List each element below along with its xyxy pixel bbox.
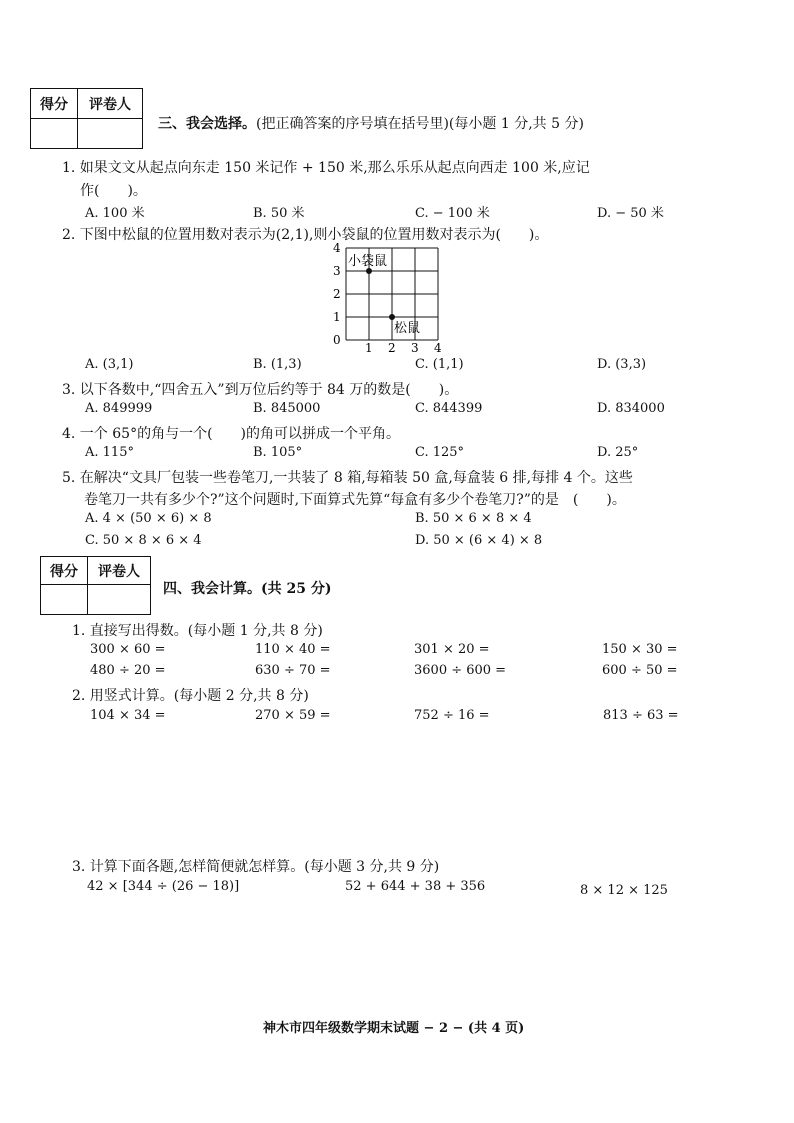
p1-title: 1. 直接写出得数。(每小题 1 分,共 8 分) — [72, 623, 323, 639]
q2-line1: 2. 下图中松鼠的位置用数对表示为(2,1),则小袋鼠的位置用数对表示为( )。 — [62, 227, 549, 243]
x-tick-label: 1 — [365, 341, 373, 355]
score-cell[interactable] — [31, 119, 78, 149]
x-tick-label: 3 — [411, 341, 419, 355]
q3-option-c[interactable]: C. 844399 — [415, 401, 483, 416]
score-box-1 — [30, 88, 143, 149]
p1-r2-c3: 3600 ÷ 600 = — [414, 663, 507, 678]
q2-option-a[interactable]: A. (3,1) — [85, 357, 134, 372]
q5-option-a[interactable]: A. 4 × (50 × 6) × 8 — [85, 511, 212, 526]
score-cell[interactable] — [41, 585, 88, 615]
p1-r2-c4: 600 ÷ 50 = — [602, 663, 678, 678]
q2-option-d[interactable]: D. (3,3) — [597, 357, 647, 372]
q5-option-c[interactable]: C. 50 × 8 × 6 × 4 — [85, 533, 202, 548]
q1-option-d[interactable]: D. − 50 米 — [597, 206, 664, 221]
q1-line1: 1. 如果文文从起点向东走 150 米记作 + 150 米,那么乐乐从起点向西走 100 米,应记 — [62, 160, 590, 176]
coordinate-grid — [328, 242, 448, 357]
x-tick-label: 2 — [388, 341, 396, 355]
p3-c2: 52 + 644 + 38 + 356 — [345, 879, 486, 894]
q3-option-b[interactable]: B. 845000 — [253, 401, 321, 416]
squirrel-label: 松鼠 — [394, 321, 421, 336]
q1-option-c[interactable]: C. − 100 米 — [415, 206, 490, 221]
q1-option-a[interactable]: A. 100 米 — [85, 206, 145, 221]
p2-c1: 104 × 34 = — [90, 708, 166, 723]
q4-option-c[interactable]: C. 125° — [415, 445, 465, 460]
q4-option-d[interactable]: D. 25° — [597, 445, 639, 460]
q4-option-a[interactable]: A. 115° — [85, 445, 134, 460]
x-tick-label: 4 — [434, 341, 442, 355]
p2-title: 2. 用竖式计算。(每小题 2 分,共 8 分) — [72, 688, 309, 704]
q3-option-a[interactable]: A. 849999 — [85, 401, 153, 416]
section3-heading — [158, 113, 584, 133]
p2-c2: 270 × 59 = — [255, 708, 331, 723]
section4-title: 四、我会计算。(共 25 分) — [163, 581, 332, 597]
grader-cell[interactable] — [88, 585, 151, 615]
p3-c1: 42 × [344 ÷ (26 − 18)] — [87, 879, 240, 894]
p3-c3: 8 × 12 × 125 — [580, 883, 668, 898]
p2-c3: 752 ÷ 16 = — [414, 708, 490, 723]
p1-r2-c1: 480 ÷ 20 = — [90, 663, 166, 678]
q5-line2: 卷笔刀一共有多少个?”这个问题时,下面算式先算“每盒有多少个卷笔刀?”的是 ( )。 — [84, 492, 626, 508]
q5-option-d[interactable]: D. 50 × (6 × 4) × 8 — [415, 533, 543, 548]
q2-option-c[interactable]: C. (1,1) — [415, 357, 464, 372]
p1-r1-c2: 110 × 40 = — [255, 642, 331, 657]
kangaroo-label: 小袋鼠 — [348, 254, 388, 269]
y-tick-label: 3 — [333, 264, 341, 278]
section3-title: 三、我会选择。 — [158, 116, 256, 132]
p3-title: 3. 计算下面各题,怎样简便就怎样算。(每小题 3 分,共 9 分) — [72, 859, 440, 875]
grader-label: 评卷人 — [78, 89, 143, 119]
q1-option-b[interactable]: B. 50 米 — [253, 206, 305, 221]
q2-option-b[interactable]: B. (1,3) — [253, 357, 302, 372]
score-box-2 — [40, 556, 151, 615]
y-tick-label: 2 — [333, 287, 341, 301]
p1-r2-c2: 630 ÷ 70 = — [255, 663, 331, 678]
y-tick-label: 4 — [333, 242, 341, 255]
y-tick-label: 0 — [333, 333, 341, 347]
section3-instruction: (把正确答案的序号填在括号里)(每小题 1 分,共 5 分) — [256, 116, 584, 132]
q1-line2: 作( )。 — [80, 183, 147, 199]
page-footer: 神木市四年级数学期末试题 − 2 − (共 4 页) — [263, 1021, 525, 1036]
q5-option-b[interactable]: B. 50 × 6 × 8 × 4 — [415, 511, 532, 526]
squirrel-point — [389, 314, 395, 320]
q5-line1: 5. 在解决“文具厂包装一些卷笔刀,一共装了 8 箱,每箱装 50 盒,每盒装 6 排,每排 4 个。这些 — [62, 470, 633, 486]
q4-option-b[interactable]: B. 105° — [253, 445, 303, 460]
score-label: 得分 — [41, 557, 88, 585]
q4-line1: 4. 一个 65°的角与一个( )的角可以拼成一个平角。 — [62, 426, 400, 442]
p2-c4: 813 ÷ 63 = — [603, 708, 679, 723]
p1-r1-c3: 301 × 20 = — [414, 642, 490, 657]
grader-label: 评卷人 — [88, 557, 151, 585]
y-tick-label: 1 — [333, 310, 341, 324]
q3-option-d[interactable]: D. 834000 — [597, 401, 665, 416]
q3-line1: 3. 以下各数中,“四舍五入”到万位后约等于 84 万的数是( )。 — [62, 382, 459, 398]
score-label: 得分 — [31, 89, 78, 119]
grader-cell[interactable] — [78, 119, 143, 149]
p1-r1-c4: 150 × 30 = — [602, 642, 678, 657]
p1-r1-c1: 300 × 60 = — [90, 642, 166, 657]
